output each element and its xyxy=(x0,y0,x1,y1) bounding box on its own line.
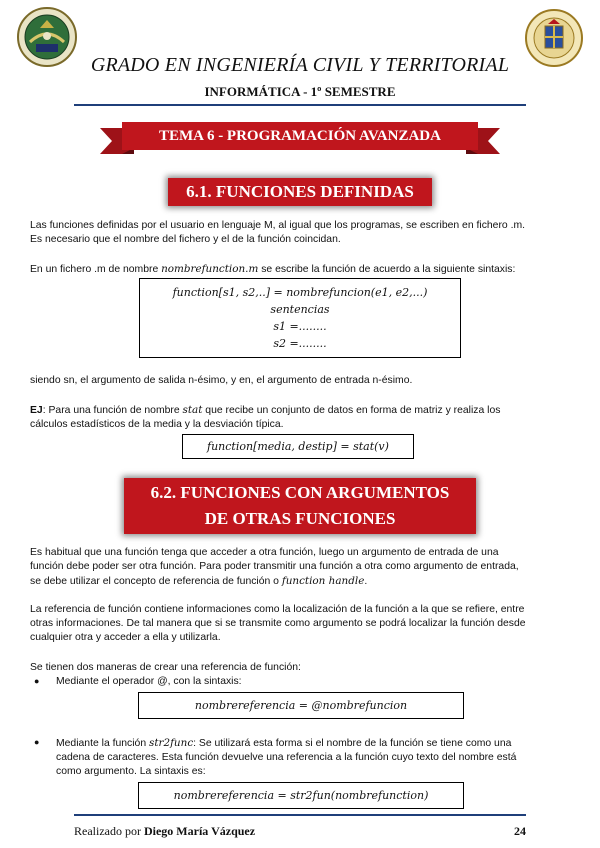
syntax-line: sentencias xyxy=(270,303,330,316)
example-formula: function[media, destip] = stat(v) xyxy=(207,440,389,453)
section-title-6-2 xyxy=(124,478,476,534)
text: se debe utilizar el concepto de referencia de función o xyxy=(30,576,282,587)
text: Mediante el operador @, con la sintaxis: xyxy=(56,676,242,687)
section-title-6-2-line: DE OTRAS FUNCIONES xyxy=(204,509,396,528)
paragraph-example xyxy=(30,403,570,432)
section-title-6-2-line: 6.2. FUNCIONES CON ARGUMENTOS xyxy=(150,483,450,502)
text: Mediante la función xyxy=(56,738,149,749)
syntax-line: function[s1, s2,..] = nombrefuncion(e1, e2,...) xyxy=(172,286,428,299)
syntax-line: s2 =........ xyxy=(273,337,327,350)
paragraph-line: función debe poder ser otra función. Para poder transmitir una función a otra como argumento de entrada, xyxy=(30,561,519,572)
paragraph-syntax-intro xyxy=(30,262,570,277)
header-rule xyxy=(74,104,526,106)
formula-str2func: nombrereferencia = str2fun(nombrefunction) xyxy=(173,789,429,802)
paragraph-ways xyxy=(30,661,570,675)
inline-math: str2func xyxy=(149,737,194,749)
syntax-line: s1 =........ xyxy=(273,320,327,333)
paragraph-line: Es necesario que el nombre del fichero y el de la función coincidan. xyxy=(30,234,341,245)
paragraph-reference xyxy=(30,603,570,645)
text: Se tienen dos maneras de crear una referencia de función: xyxy=(30,662,301,673)
bullet-icon: ● xyxy=(34,676,40,686)
paragraph-line: cálculos estadísticos de la media y la desviación típica. xyxy=(30,419,284,430)
paragraph-line: Es habitual que una función tenga que acceder a otra función, luego un argumento de entrada de una xyxy=(30,547,499,558)
text: siendo sn, el argumento de salida n-ésimo, y en, el argumento de entrada n-ésimo. xyxy=(30,375,413,386)
paragraph-intro xyxy=(30,219,570,247)
bullet-icon: ● xyxy=(34,737,40,747)
syntax-box xyxy=(139,278,461,358)
text: se escribe la función de acuerdo a la siguiente sintaxis: xyxy=(258,264,516,275)
section-title-6-1 xyxy=(168,178,432,206)
example-formula-box xyxy=(182,434,414,459)
footer-rule xyxy=(74,814,526,816)
formula-box-str2func xyxy=(138,782,464,809)
paragraph-line: cualquier otra y acceder a ella y utilizarla. xyxy=(30,632,221,643)
footer-prefix: Realizado por xyxy=(74,824,144,838)
text: En un fichero .m de nombre xyxy=(30,264,162,275)
topic-banner-text: TEMA 6 - PROGRAMACIÓN AVANZADA xyxy=(159,128,441,144)
course-subtitle: INFORMÁTICA - 1º SEMESTRE xyxy=(204,84,396,99)
paragraph-args xyxy=(30,374,570,388)
paragraph-line: como argumento. La sintaxis es: xyxy=(56,766,206,777)
footer-author xyxy=(74,824,255,839)
formula-box-operator xyxy=(138,692,464,719)
formula-operator: nombrereferencia = @nombrefuncion xyxy=(194,699,408,712)
inline-math: stat xyxy=(182,404,203,416)
section-title-6-1-text: 6.1. FUNCIONES DEFINIDAS xyxy=(186,182,414,201)
paragraph-line: La referencia de función contiene informaciones como la localización de la función a la que se refiere, entre xyxy=(30,604,525,615)
text: que recibe un conjunto de datos en forma de matriz y realiza los xyxy=(202,405,501,416)
paragraph-line: cadena de caracteres. Esta función devuelve una referencia a la función cuyo texto del nombre está xyxy=(56,752,517,763)
inline-math: function handle xyxy=(281,575,365,587)
example-label: EJ xyxy=(30,405,43,416)
bullet-item-operator xyxy=(56,675,570,689)
text: : Para una función de nombre xyxy=(42,405,183,416)
bullet-item-str2func xyxy=(56,736,570,779)
text: : Se utilizará esta forma si el nombre de la función se tiene como una xyxy=(193,738,512,749)
footer-author-name: Diego María Vázquez xyxy=(143,824,256,838)
paragraph-line: Las funciones definidas por el usuario en lenguaje M, al igual que los programas, se escriben en fichero .m. xyxy=(30,220,525,231)
paragraph-line: otras informaciones. De tal manera que si se transmite como argumento se podrá localizar la función desde xyxy=(30,618,526,629)
text: . xyxy=(364,576,368,587)
inline-math: nombrefunction.m xyxy=(161,263,259,275)
degree-title: GRADO EN INGENIERÍA CIVIL Y TERRITORIAL xyxy=(90,54,510,76)
paragraph-handles xyxy=(30,546,570,589)
page-number: 24 xyxy=(514,824,526,838)
